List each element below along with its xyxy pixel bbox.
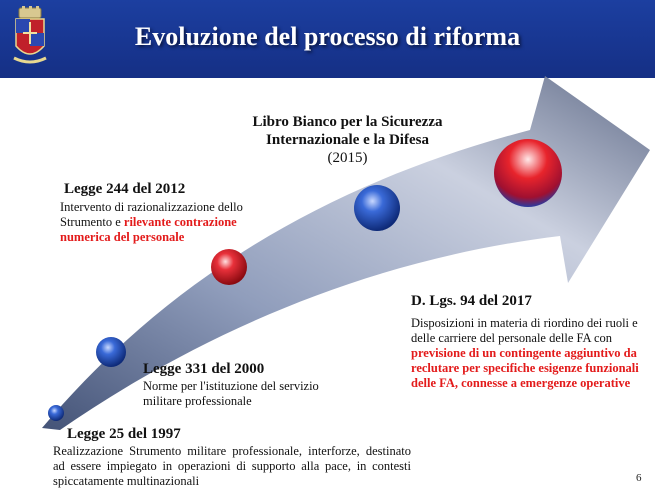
dlgs-94-text: Disposizioni in materia di riordino dei ruoli e delle carriere del personale delle FA con [411, 316, 638, 345]
libro-bianco-heading: Libro Bianco per la Sicurezza Internazionale e la Difesa [252, 114, 443, 148]
legge-25-text: Realizzazione Strumento militare professionale, interforze, destinato ad essere impiegato in operazioni di supporto alla pace, in contesti spiccatamente multinazionali [53, 444, 411, 488]
node-2012 [211, 249, 247, 285]
milestone-dlgs-94 [411, 292, 641, 391]
node-2017 [494, 139, 562, 207]
legge-331-text: Norme per l'istituzione del servizio militare professionale [143, 379, 319, 408]
legge-331-heading: Legge 331 del 2000 [143, 361, 265, 377]
slide-title: Evoluzione del processo di riforma [134, 22, 521, 51]
dlgs-94-heading: D. Lgs. 94 del 2017 [411, 293, 532, 309]
legge-244-text: Intervento di razionalizzazione dello Strumento e [60, 200, 243, 229]
libro-bianco-year: (2015) [327, 150, 368, 166]
legge-25-heading: Legge 25 del 1997 [67, 426, 181, 442]
page-number: 6 [636, 472, 642, 484]
node-2015 [354, 185, 400, 231]
milestone-legge-331 [143, 360, 358, 409]
legge-244-highlight: rilevante contrazione numerica del personale [60, 215, 237, 244]
node-2000 [96, 337, 126, 367]
milestone-legge-25 [53, 425, 411, 489]
dlgs-94-highlight: previsione di un contingente aggiuntivo da reclutare per specifiche esigenze funzionali delle FA, connesse a emergenze operative [411, 346, 639, 390]
node-1997 [48, 405, 64, 421]
milestone-legge-244 [60, 180, 270, 245]
legge-244-heading: Legge 244 del 2012 [64, 181, 186, 197]
milestone-libro-bianco [210, 113, 485, 167]
